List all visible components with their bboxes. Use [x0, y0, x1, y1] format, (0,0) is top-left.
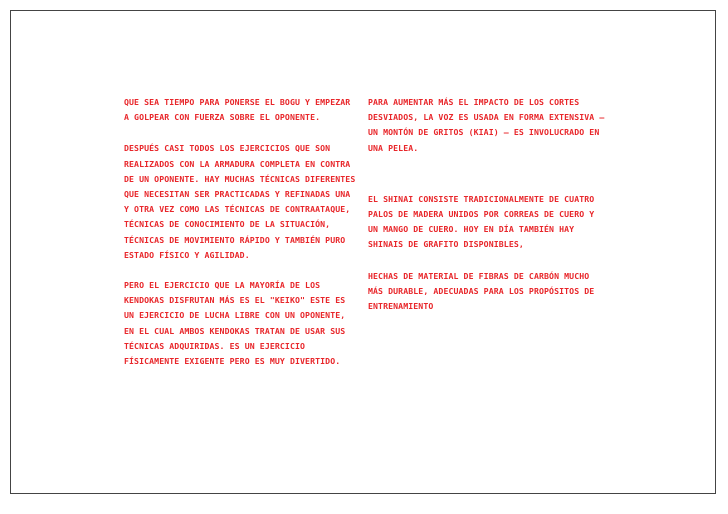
left-paragraph-3: PERO EL EJERCICIO QUE LA MAYORÍA DE LOS KENDOKAS DISFRUTAN MÁS ES EL "KEIKO" ESTE ES UN EJERCICIO DE LUCHA LIBRE CON UN OPONENTE, EN EL CUAL AMBOS KENDOKAS TRATAN DE USAR SUS TÉCNICAS ADQUIRIDAS. ES UN EJERCICIO FÍSICAMENTE EXIGENTE PERO ES MUY DIVERTIDO. — [124, 280, 346, 367]
right-column — [368, 95, 608, 314]
right-paragraph-2: EL SHINAI CONSISTE TRADICIONALMENTE DE CUATRO PALOS DE MADERA UNIDOS POR CORREAS DE CUERO Y UN MANGO DE CUERO. HOY EN DÍA TAMBIÉN HAY SHINAIS DE GRAFITO DISPONIBLES, — [368, 193, 595, 250]
paragraph-spacer — [368, 253, 608, 269]
right-paragraph-1: PARA AUMENTAR MÁS EL IMPACTO DE LOS CORTES DESVIADOS, LA VOZ ES USADA EN FORMA EXTENSIVA – UN MONTÓN DE GRITOS (KIAI) – ES INVOLUCRADO EN UNA PELEA. — [368, 97, 605, 153]
left-paragraph-1: QUE SEA TIEMPO PARA PONERSE EL BOGU Y EMPEZAR A GOLPEAR CON FUERZA SOBRE EL OPONENTE. — [124, 97, 351, 123]
paragraph-spacer — [368, 156, 608, 192]
document-page — [10, 10, 716, 494]
right-paragraph-3: HECHAS DE MATERIAL DE FIBRAS DE CARBÓN MUCHO MÁS DURABLE, ADECUADAS PARA LOS PROPÓSITOS DE ENTRENAMIENTO — [368, 270, 595, 312]
paragraph-spacer — [124, 263, 360, 278]
left-paragraph-2: DESPUÉS CASI TODOS LOS EJERCICIOS QUE SON REALIZADOS CON LA ARMADURA COMPLETA EN CONTRA DE UN OPONENTE. HAY MUCHAS TÉCNICAS DIFERENTES QUE NECESITAN SER PRACTICADAS Y REFINADAS UNA Y OTRA VEZ COMO LAS TÉCNICAS DE CONTRAATAQUE, TÉCNICAS DE CONOCIMIENTO DE LA SITUACIÓN, TÉCNICAS DE MOVIMIENTO RÁPIDO Y TAMBIÉN PURO ESTADO FÍSICO Y AGILIDAD. — [124, 143, 356, 260]
left-column — [124, 95, 360, 369]
paragraph-spacer — [124, 125, 360, 141]
